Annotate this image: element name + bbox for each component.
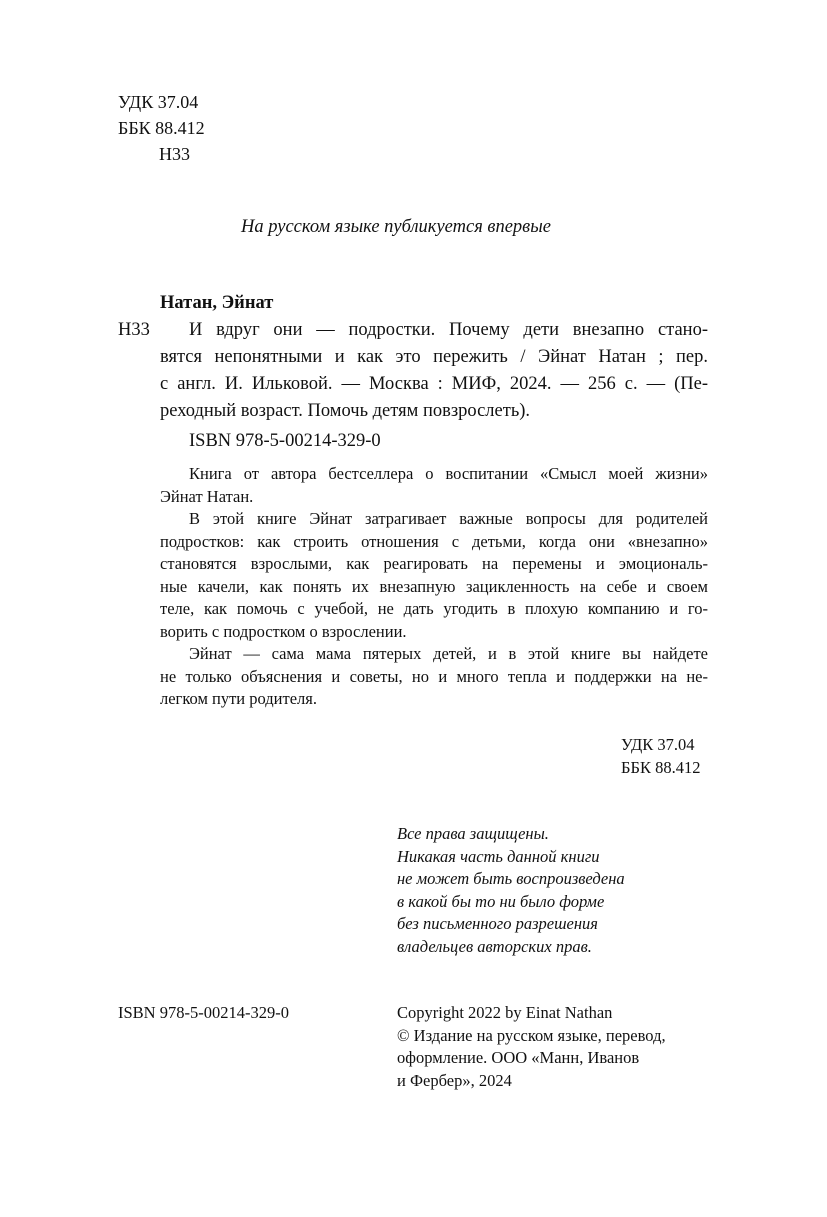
- rights-line: Все права защищены.: [397, 824, 549, 843]
- copyright-line: и Фербер», 2024: [397, 1070, 512, 1090]
- copyright-block: [397, 1002, 666, 1092]
- annotation-line: ворить с подростком о взрослении.: [160, 621, 407, 641]
- bbk-code-bottom: ББК 88.412: [621, 757, 701, 777]
- bibliographic-description: [160, 317, 708, 425]
- footer-isbn: ISBN 978-5-00214-329-0: [118, 1003, 289, 1022]
- udk-code: УДК 37.04: [118, 92, 199, 112]
- description-line: с англ. И. Ильковой. — Москва : МИФ, 2024. — 256 с. — (Пе-: [160, 374, 708, 394]
- top-codes-block: [118, 89, 205, 167]
- annotation-line: не только объяснения и советы, но и много тепла и поддержки на не-: [160, 666, 708, 686]
- rights-line: без письменного разрешения: [397, 914, 598, 933]
- author-mark-left: Н33: [118, 320, 150, 340]
- bbk-code: ББК 88.412: [118, 118, 205, 138]
- udk-code-bottom: УДК 37.04: [621, 735, 695, 754]
- annotation-line: Книга от автора бестселлера о воспитании «Смысл моей жизни»: [189, 464, 708, 483]
- annotation-line: подростков: как строить отношения с детьми, когда они «внезапно»: [160, 531, 708, 551]
- isbn-record: ISBN 978-5-00214-329-0: [189, 431, 381, 451]
- description-line: реходный возраст. Помочь детям повзрослеть).: [160, 401, 531, 421]
- description-line: вятся непонятными и как это пережить / Эйнат Натан ; пер.: [160, 347, 708, 367]
- description-line: И вдруг они — подростки. Почему дети внезапно стано-: [189, 320, 708, 340]
- copyright-line: Copyright 2022 by Einat Nathan: [397, 1003, 613, 1022]
- annotation-line: Эйнат — сама мама пятерых детей, и в этой книге вы найдете: [189, 644, 708, 663]
- annotation-line: становятся взрослыми, как реагировать на перемены и эмоциональ-: [160, 554, 708, 573]
- annotation: [160, 463, 708, 711]
- bottom-codes-block: [621, 734, 700, 779]
- rights-line: Никакая часть данной книги: [397, 846, 600, 866]
- copyright-line: © Издание на русском языке, перевод,: [397, 1025, 666, 1045]
- rights-line: не может быть воспроизведена: [397, 869, 625, 888]
- author-heading: Натан, Эйнат: [160, 293, 274, 313]
- copyright-line: оформление. ООО «Манн, Иванов: [397, 1048, 640, 1067]
- rights-line: в какой бы то ни было форме: [397, 891, 605, 911]
- annotation-line: В этой книге Эйнат затрагивает важные вопросы для родителей: [189, 509, 708, 528]
- annotation-line: теле, как помочь с учебой, не дать угодить в плохую компанию и го-: [160, 599, 708, 618]
- rights-notice: [397, 823, 625, 958]
- first-publication-note: На русском языке публикуется впервые: [241, 217, 551, 237]
- annotation-line: легком пути родителя.: [160, 689, 317, 708]
- rights-line: владельцев авторских прав.: [397, 936, 592, 956]
- annotation-line: Эйнат Натан.: [160, 486, 254, 506]
- author-mark: Н33: [159, 144, 190, 164]
- annotation-line: ные качели, как понять их внезапную зацикленность на себе и своем: [160, 576, 708, 596]
